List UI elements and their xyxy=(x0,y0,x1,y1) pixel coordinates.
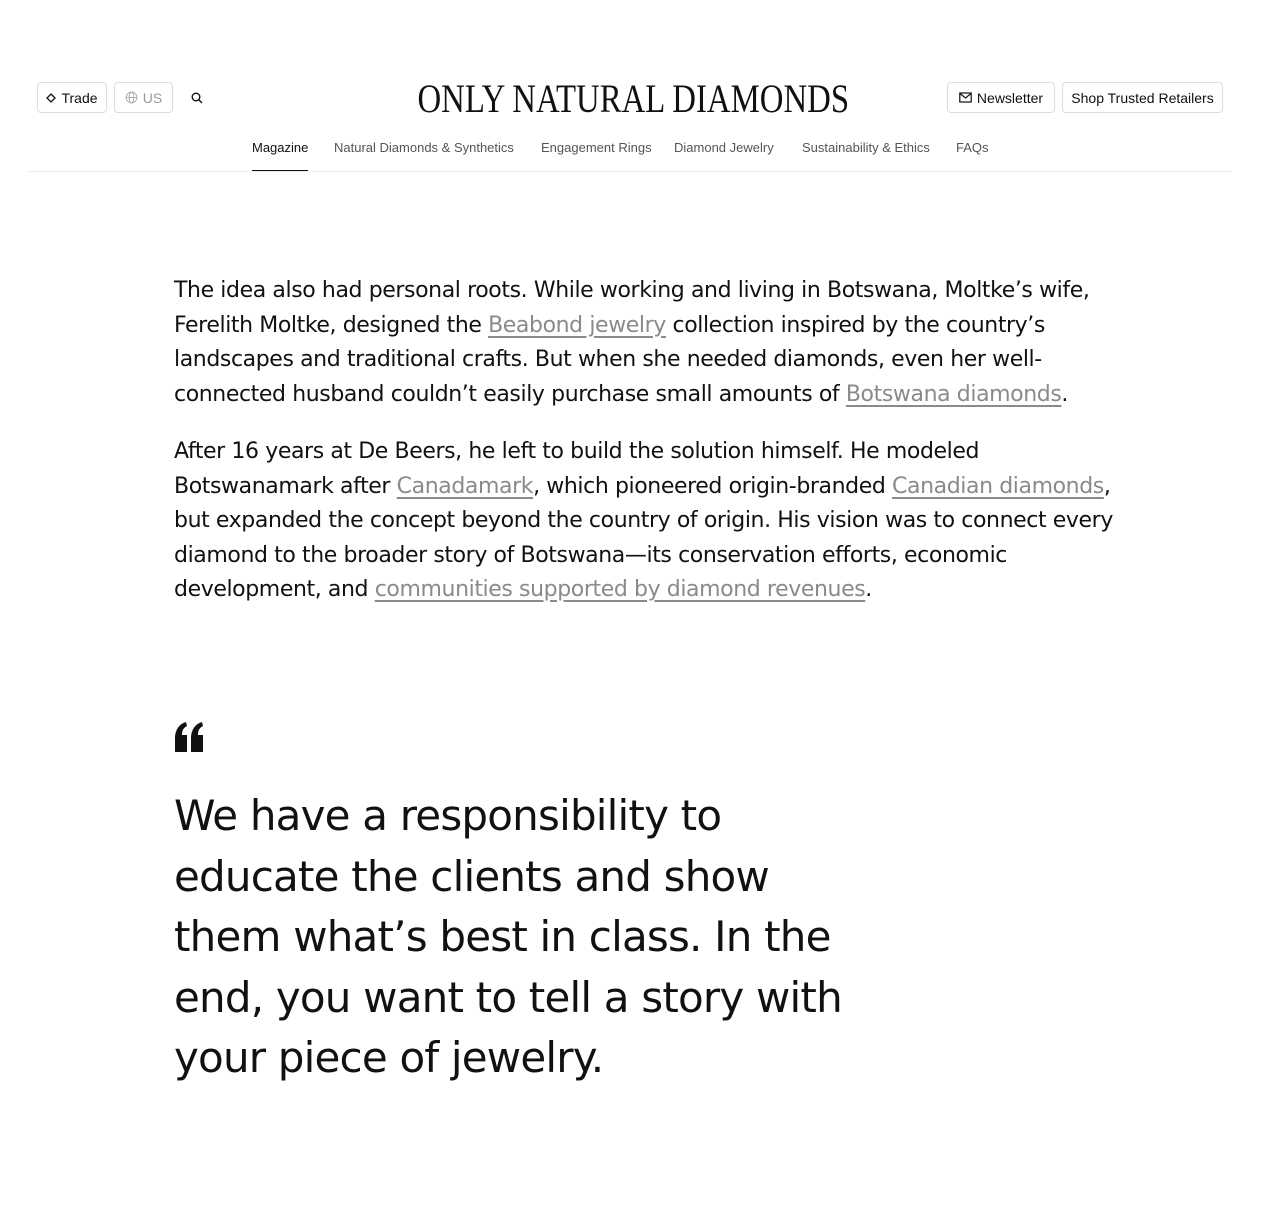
site-logo[interactable]: ONLY NATURAL DIAMONDS xyxy=(417,76,850,121)
newsletter-button[interactable] xyxy=(947,82,1055,113)
envelope-icon xyxy=(959,92,972,103)
beabond-jewelry-link[interactable]: Beabond jewelry xyxy=(488,312,666,338)
paragraph-text: The idea also had personal roots. While working and living in Botswana, Moltke’s wife, Ferelith Moltke, designed the xyxy=(174,278,1090,338)
botswana-diamonds-link[interactable]: Botswana diamonds xyxy=(845,381,1062,407)
main-nav xyxy=(0,140,1268,172)
nav-item-natural-diamonds-synthetics[interactable]: Natural Diamonds & Synthetics xyxy=(334,140,514,155)
nav-item-sustainability-ethics[interactable]: Sustainability & Ethics xyxy=(802,140,930,155)
diamond-outline-icon xyxy=(46,93,56,103)
article-body xyxy=(174,274,1124,631)
shop-trusted-retailers-button[interactable] xyxy=(1062,82,1223,113)
paragraph-text: , but expanded the concept beyond the country of origin. His vision was to connect every diamond to the broader story of Botswana—its conservation efforts, economic development, and xyxy=(174,473,1113,602)
nav-item-faqs[interactable]: FAQs xyxy=(956,140,989,155)
trade-button[interactable] xyxy=(37,82,107,113)
paragraph-text: , which pioneered origin-branded xyxy=(533,473,893,499)
canadian-diamonds-link[interactable]: Canadian diamonds xyxy=(892,473,1104,499)
site-header xyxy=(0,0,1268,172)
article-paragraph xyxy=(174,274,1124,412)
region-label: US xyxy=(142,89,163,106)
nav-divider xyxy=(28,171,1232,172)
communities-supported-link[interactable]: communities supported by diamond revenues xyxy=(374,577,866,602)
paragraph-text: After 16 years at De Beers, he left to build the solution himself. He modeled Botswanamark after xyxy=(174,439,980,499)
retailers-label: Shop Trusted Retailers xyxy=(1071,89,1214,106)
paragraph-text: . xyxy=(1061,381,1069,407)
pull-quote: We have a responsibility to educate the clients and show them what’s best in class. In the end, you want to tell a story with your piece of jewelry. xyxy=(174,791,842,1082)
newsletter-label: Newsletter xyxy=(976,89,1044,106)
nav-item-diamond-jewelry[interactable]: Diamond Jewelry xyxy=(674,140,774,155)
trade-label: Trade xyxy=(61,89,98,106)
paragraph-text: collection inspired by the country’s landscapes and traditional crafts. But when she needed diamonds, even her well-connected husband couldn’t easily purchase small amounts of xyxy=(174,312,1045,407)
nav-item-engagement-rings[interactable]: Engagement Rings xyxy=(541,140,652,155)
paragraph-text: . xyxy=(865,577,872,602)
canadamark-link[interactable]: Canadamark xyxy=(396,473,534,499)
quote-mark-icon xyxy=(172,718,208,756)
nav-item-magazine[interactable]: Magazine xyxy=(252,140,308,172)
article-paragraph xyxy=(174,435,1124,608)
